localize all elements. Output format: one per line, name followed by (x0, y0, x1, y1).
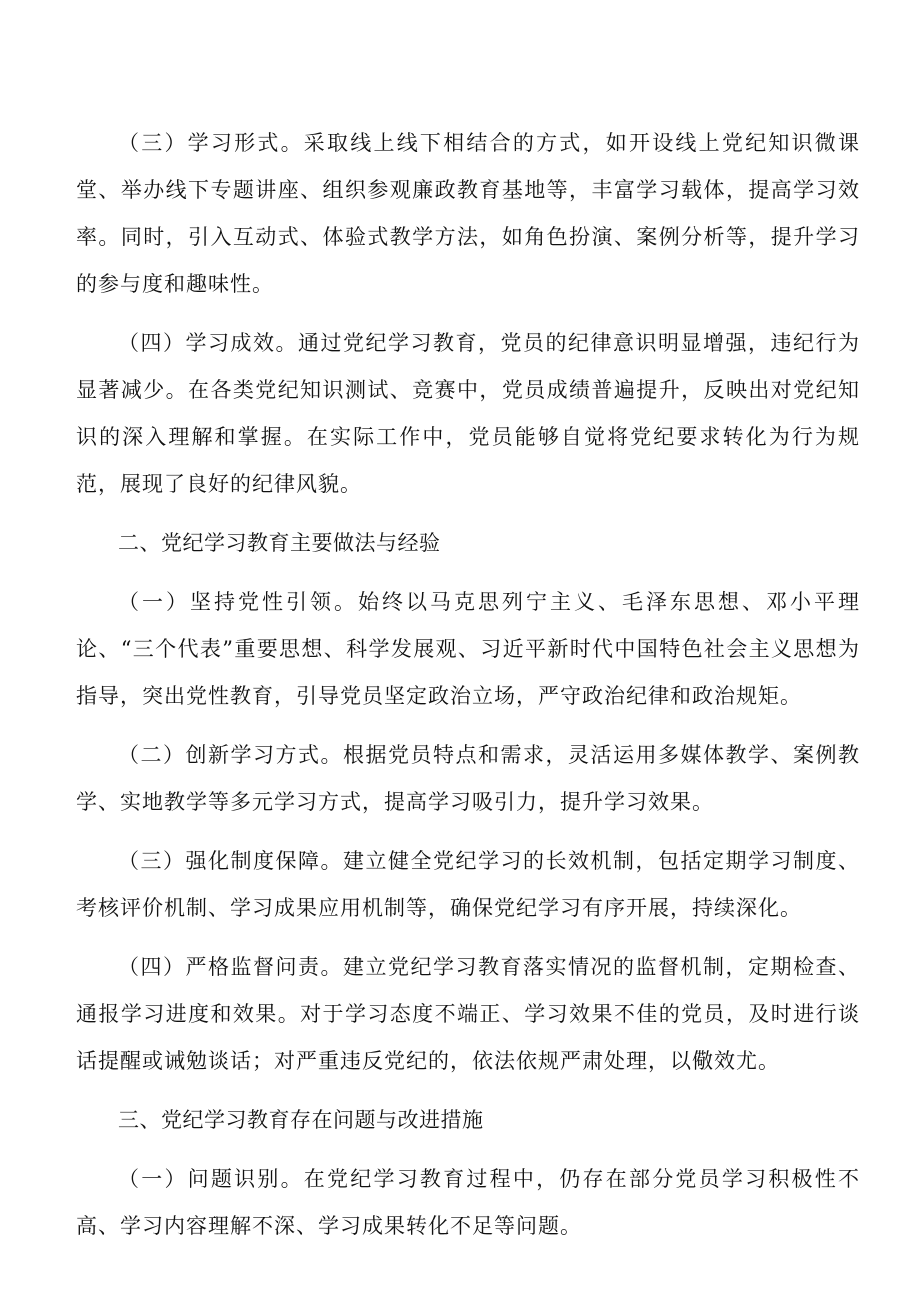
paragraph-learning-format: （三）学习形式。采取线上线下相结合的方式，如开设线上党纪知识微课堂、举办线下专题讲座、组织参观廉政教育基地等，丰富学习载体，提高学习效率。同时，引入互动式、体验式教学方法，如角色扮演、案例分析等，提升学习的参与度和趣味性。 (76, 131, 860, 296)
paragraph-gap (76, 932, 860, 944)
paragraph-innovative-methods: （二）创新学习方式。根据党员特点和需求，灵活运用多媒体教学、案例教学、实地教学等多元学习方式，提高学习吸引力，提升学习效果。 (76, 743, 860, 814)
paragraph-gap (76, 1085, 860, 1097)
paragraph-system-guarantee: （三）强化制度保障。建立健全党纪学习的长效机制，包括定期学习制度、考核评价机制、学习成果应用机制等，确保党纪学习有序开展，持续深化。 (76, 849, 860, 920)
paragraph-gap (76, 1144, 860, 1156)
section-heading-methods: 二、党纪学习教育主要做法与经验 (118, 531, 441, 555)
paragraph-gap (76, 308, 860, 320)
paragraph-supervision: （四）严格监督问责。建立党纪学习教育落实情况的监督机制，定期检查、通报学习进度和效果。对于学习态度不端正、学习效果不佳的党员，及时进行谈话提醒或诫勉谈话；对严重违反党纪的，依法依规严肃处理，以儆效尤。 (76, 955, 860, 1073)
paragraph-gap (76, 826, 860, 838)
paragraph-gap (76, 720, 860, 732)
section-heading-problems: 三、党纪学习教育存在问题与改进措施 (118, 1108, 484, 1132)
paragraph-learning-results: （四）学习成效。通过党纪学习教育，党员的纪律意识明显增强，违纪行为显著减少。在各类党纪知识测试、竞赛中，党员成绩普遍提升，反映出对党纪知识的深入理解和掌握。在实际工作中，党员能够自觉将党纪要求转化为行为规范，展现了良好的纪律风貌。 (76, 331, 860, 496)
paragraph-gap (76, 508, 860, 520)
paragraph-problem-identification: （一）问题识别。在党纪学习教育过程中，仍存在部分党员学习积极性不高、学习内容理解不深、学习成果转化不足等问题。 (76, 1167, 860, 1238)
paragraph-gap (76, 567, 860, 579)
paragraph-party-leadership: （一）坚持党性引领。始终以马克思列宁主义、毛泽东思想、邓小平理论、“三个代表”重要思想、科学发展观、习近平新时代中国特色社会主义思想为指导，突出党性教育，引导党员坚定政治立场，严守政治纪律和政治规矩。 (76, 590, 860, 708)
